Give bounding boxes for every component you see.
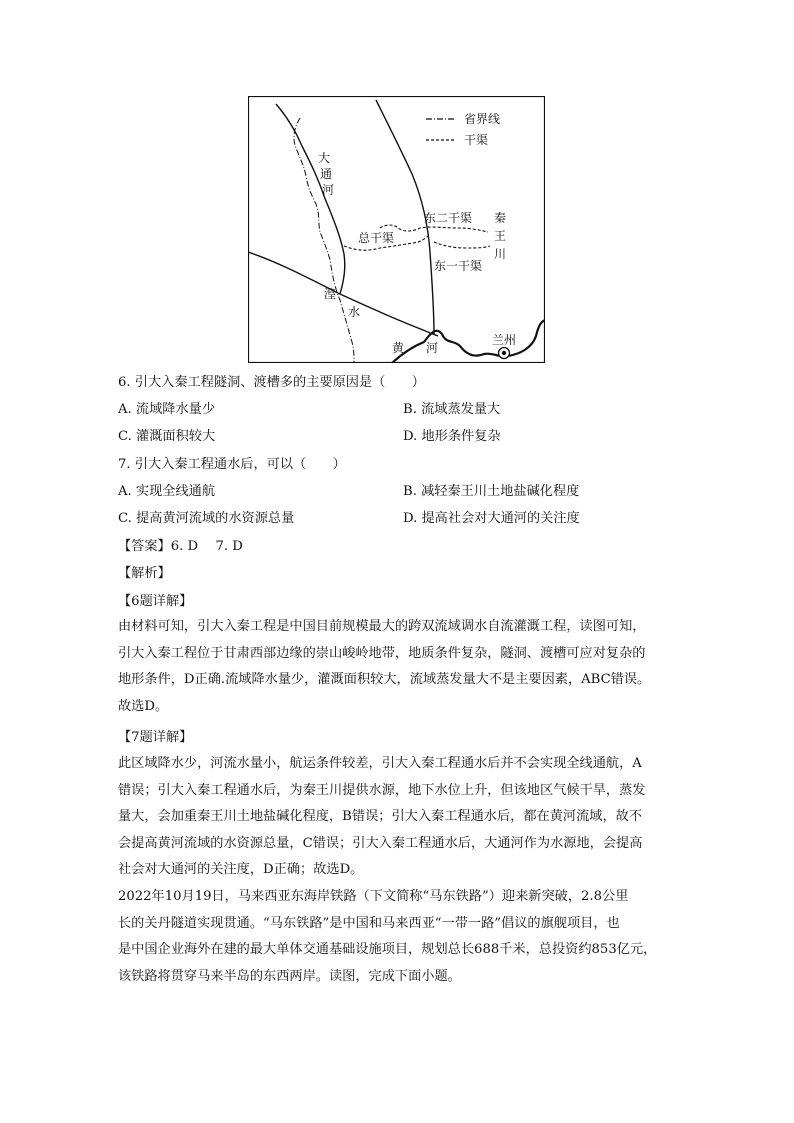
q6-stem: 6. 引大入秦工程隧洞、渡槽多的主要原因是（ ）	[118, 375, 425, 390]
map-label-qin-3: 川	[494, 247, 507, 261]
map-label-lanzhou: 兰州	[492, 333, 517, 347]
map-label-datong-3: 河	[322, 183, 335, 197]
q6-option-b: B. 流域蒸发量大	[403, 402, 501, 417]
map-label-yellow-2: 河	[426, 341, 439, 355]
map-label-qin-1: 秦	[494, 211, 507, 225]
map-label-qin-2: 王	[494, 229, 507, 243]
detail7-line: 此区域降水少，河流水量小，航运条件较差，引大入秦工程通水后并不会实现全线通航，A	[118, 756, 642, 771]
map-label-huang-1: 湟	[324, 287, 337, 301]
legend-border-label: 省界线	[464, 112, 501, 126]
detail7-paragraph	[118, 751, 678, 884]
material-line: 该铁路将贯穿马来半岛的东西两岸。读图，完成下面小题。	[118, 968, 461, 984]
detail7-line: 错误；引大入秦工程通水后，为秦王川提供水源，地下水位上升，但该地区气候干旱，蒸发	[118, 782, 646, 798]
q7-option-b: B. 减轻秦王川土地盐碱化程度	[403, 484, 580, 499]
detail7-title: 【7题详解】	[118, 730, 193, 745]
lanzhou-city-dot	[502, 351, 506, 355]
answer-line: 【答案】6. D 7. D	[118, 539, 243, 554]
detail6-line: 由材料可知，引大入秦工程是中国目前规模最大的跨双流域调水自流灌溉工程，读图可知，	[118, 619, 646, 634]
q6-option-d: D. 地形条件复杂	[403, 429, 501, 444]
detail6-paragraph	[118, 614, 678, 720]
next-material-paragraph	[118, 884, 678, 990]
detail7-line: 会提高黄河流域的水资源总量，C错误；引大入秦工程通水后，大通河作为水源地，会提高	[118, 835, 643, 851]
q7-option-d: D. 提高社会对大通河的关注度	[403, 511, 580, 526]
map-label-east1-canal: 东一干渠	[434, 259, 483, 273]
map-label-datong-2: 通	[320, 167, 333, 181]
detail7-line: 社会对大通河的关注度，D正确；故选D。	[118, 862, 364, 878]
map-label-yellow-1: 黄	[392, 341, 405, 355]
map-label-east2-canal: 东二干渠	[424, 211, 473, 225]
map-svg	[248, 96, 545, 363]
analysis-title: 【解析】	[118, 566, 171, 581]
detail6-line: 引大入秦工程位于甘肃西部边缘的崇山峻岭地带，地质条件复杂，隧洞、渡槽可应对复杂的	[118, 645, 646, 661]
material-line: 是中国企业海外在建的最大单体交通基础设施项目，规划总长688千米，总投资约853亿元，	[118, 942, 657, 958]
q7-option-a: A. 实现全线通航	[118, 484, 216, 499]
map-figure	[248, 96, 545, 363]
map-label-datong-1: 大	[318, 151, 331, 165]
q6-option-c: C. 灌溉面积较大	[118, 429, 216, 444]
detail7-line: 量大，会加重秦王川土地盐碱化程度，B错误；引大入秦工程通水后，都在黄河流域，故不	[118, 809, 642, 825]
q6-option-a: A. 流域降水量少	[118, 402, 216, 417]
q7-stem: 7. 引大入秦工程通水后，可以（ ）	[118, 457, 346, 472]
q7-option-c: C. 提高黄河流域的水资源总量	[118, 511, 295, 526]
detail6-title: 【6题详解】	[118, 594, 193, 609]
legend-canal-label: 干渠	[464, 133, 489, 147]
map-label-huang-2: 水	[348, 305, 361, 319]
map-label-zong-canal: 总干渠	[358, 231, 395, 245]
detail6-line: 故选D。	[118, 698, 169, 714]
detail6-line: 地形条件，D正确.流域降水量少，灌溉面积较大，流域蒸发量大不是主要因素，ABC错误。	[118, 672, 651, 688]
material-line: 2022年10月19日，马来西亚东海岸铁路（下文简称“马东铁路”）迎来新突破，2.8公里	[118, 889, 629, 904]
material-line: 长的关丹隧道实现贯通。“马东铁路”是中国和马来西亚“一带一路”倡议的旗舰项目，也	[118, 915, 620, 931]
